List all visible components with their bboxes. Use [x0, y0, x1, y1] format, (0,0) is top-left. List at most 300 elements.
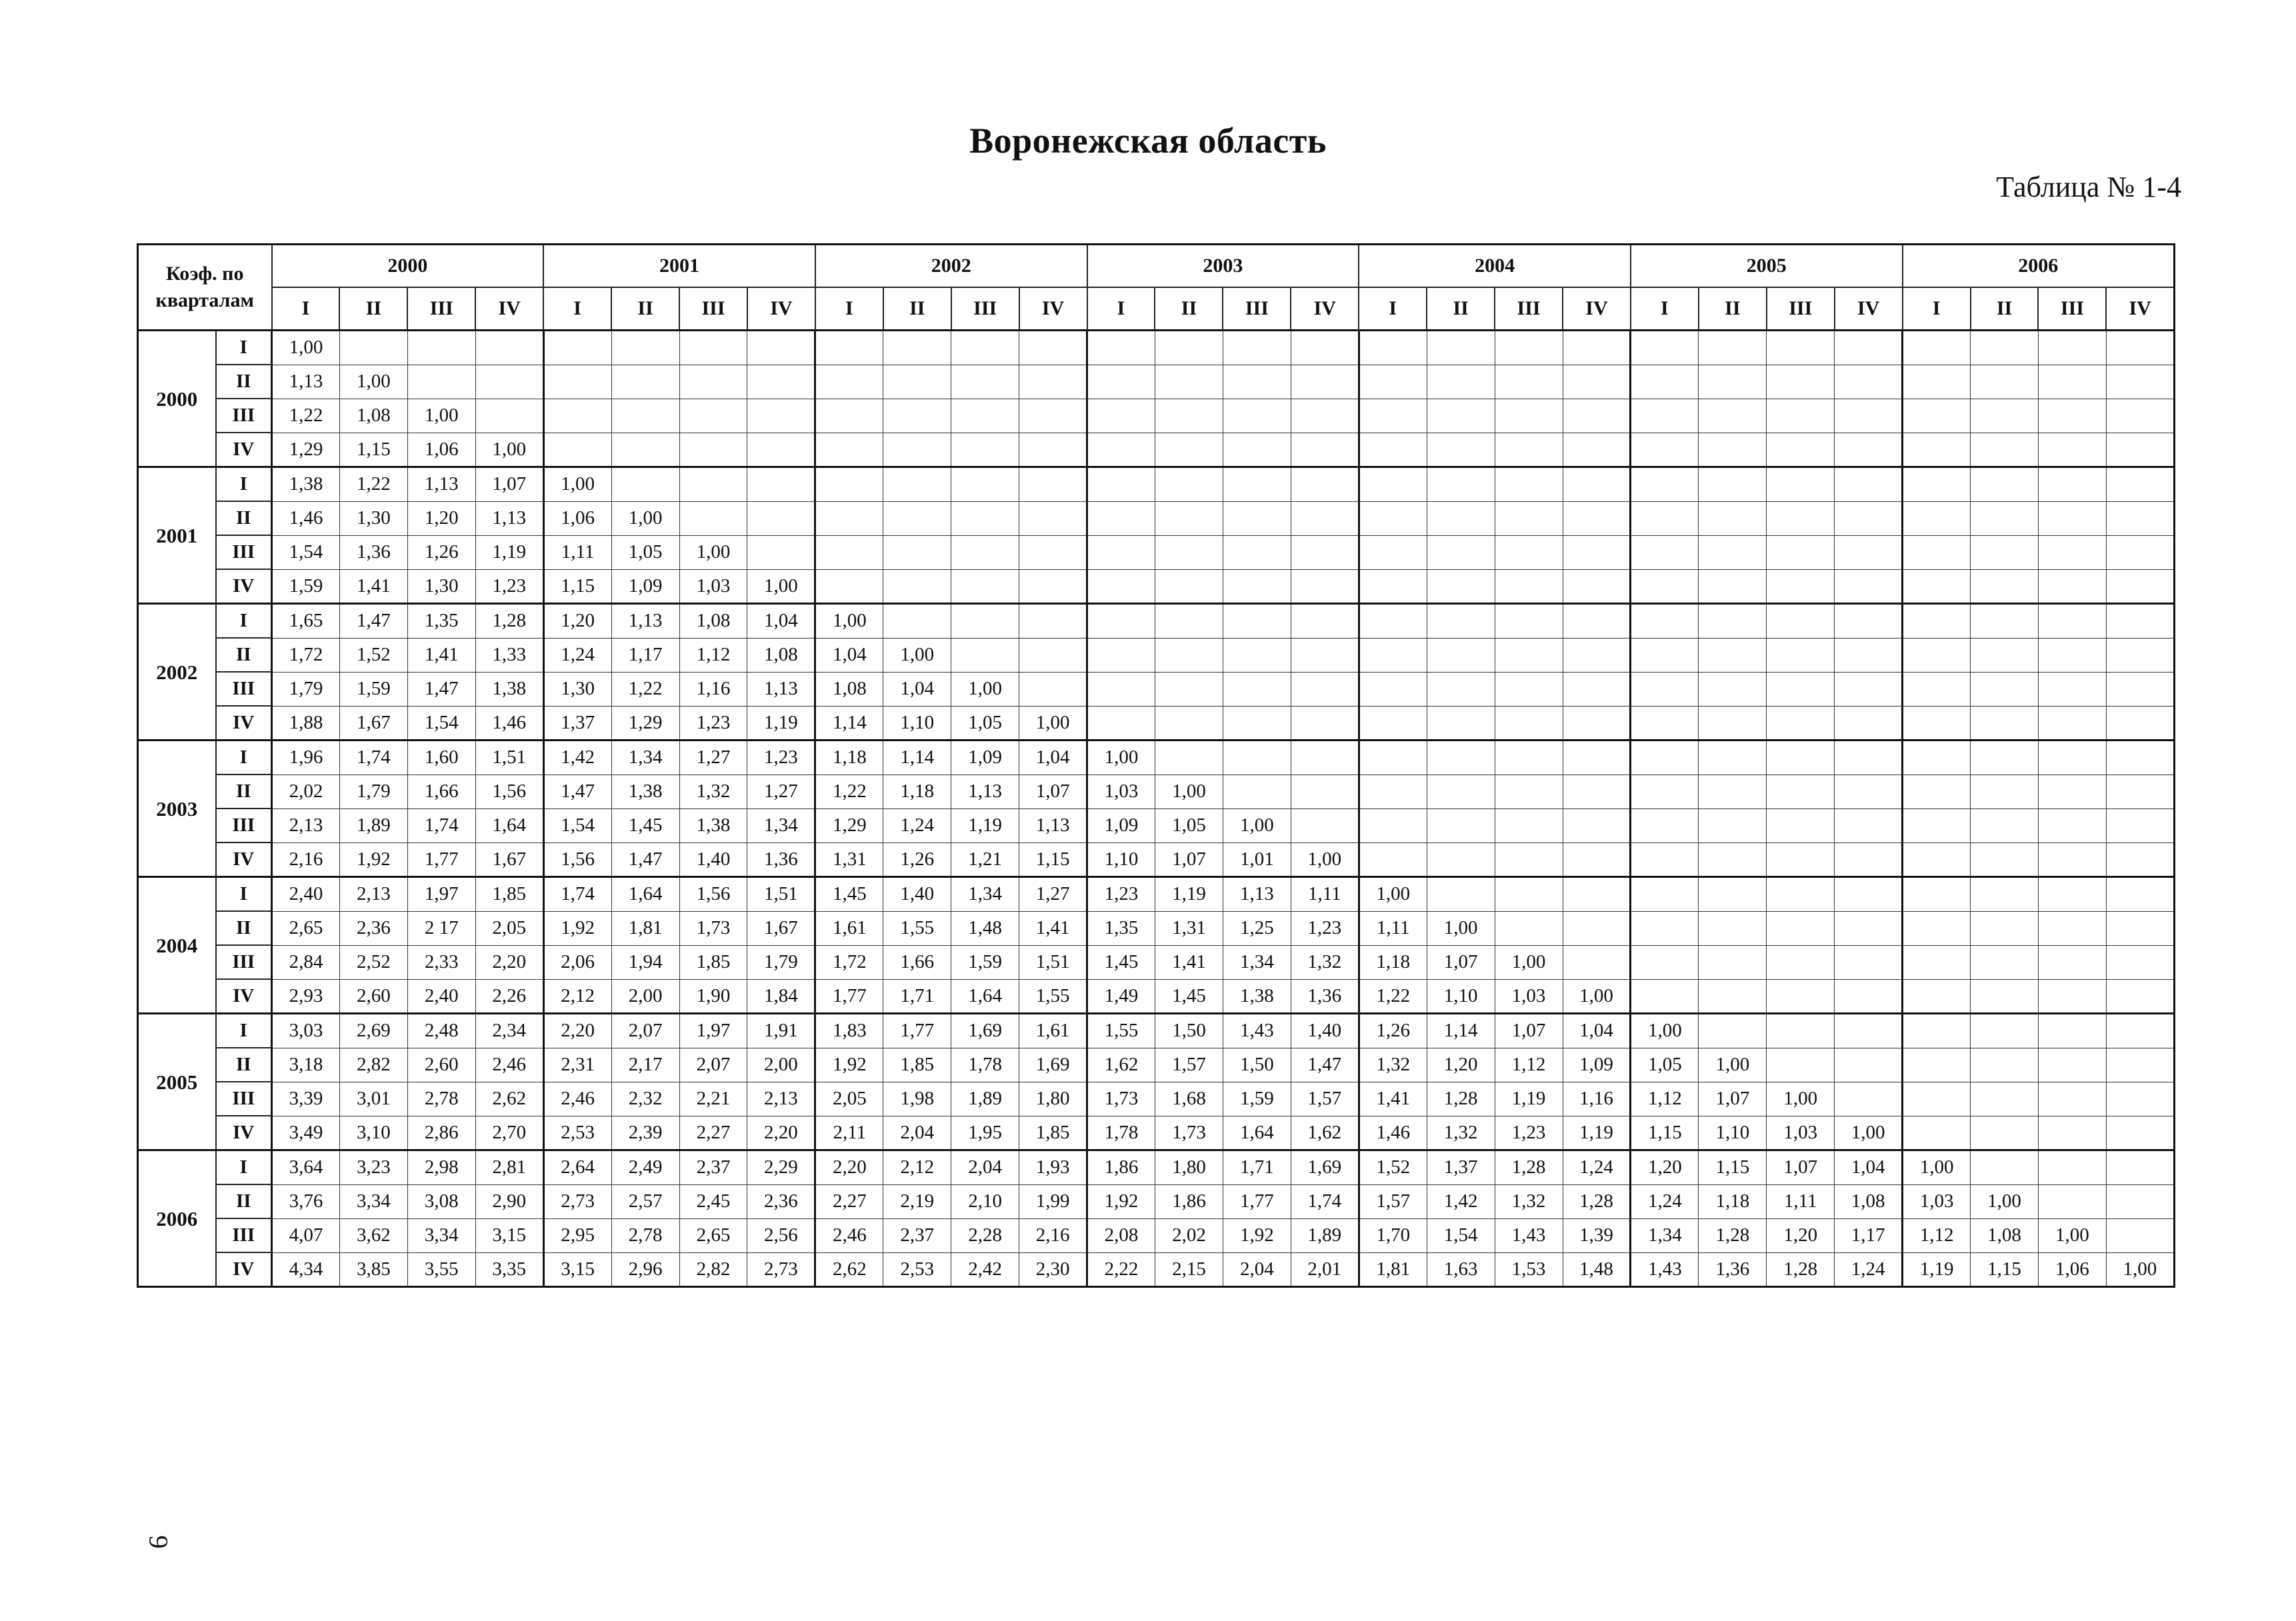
- table-cell: [1563, 604, 1631, 639]
- table-cell: [1087, 399, 1155, 433]
- table-cell: 1,19: [1563, 1116, 1631, 1150]
- table-cell: 3,39: [272, 1082, 340, 1116]
- table-cell: 2,78: [407, 1082, 475, 1116]
- table-row: [138, 672, 2175, 706]
- row-quarter-header: III: [216, 672, 272, 706]
- table-cell: [1699, 877, 1767, 912]
- table-cell: 1,65: [272, 604, 340, 639]
- table-cell: [1631, 569, 1699, 604]
- table-cell: 1,89: [1291, 1218, 1359, 1252]
- table-cell: 3,23: [339, 1150, 407, 1185]
- table-cell: 2,07: [679, 1048, 747, 1082]
- table-cell: 3,01: [339, 1082, 407, 1116]
- table-cell: 1,29: [815, 809, 883, 842]
- table-cell: [1155, 741, 1223, 775]
- table-cell: 1,73: [679, 911, 747, 945]
- table-cell: 1,98: [883, 1082, 951, 1116]
- table-cell: [2106, 945, 2174, 979]
- table-cell: 2,13: [747, 1082, 815, 1116]
- table-cell: 1,37: [1427, 1150, 1495, 1185]
- table-cell: 2,13: [272, 809, 340, 842]
- table-cell: [747, 501, 815, 535]
- table-cell: 1,12: [679, 638, 747, 672]
- table-cell: [2106, 842, 2174, 877]
- table-cell: [1495, 741, 1563, 775]
- table-cell: 2,73: [543, 1184, 611, 1218]
- table-cell: 1,94: [611, 945, 679, 979]
- table-cell: 1,07: [1495, 1014, 1563, 1048]
- table-cell: 1,15: [1631, 1116, 1699, 1150]
- table-cell: 1,59: [1223, 1082, 1291, 1116]
- table-cell: [883, 467, 951, 502]
- table-cell: 1,46: [1359, 1116, 1427, 1150]
- table-cell: [1495, 911, 1563, 945]
- table-cell: [1291, 331, 1359, 365]
- table-cell: [1699, 741, 1767, 775]
- table-cell: 1,00: [883, 638, 951, 672]
- table-cell: 1,56: [543, 842, 611, 877]
- table-cell: 1,43: [1223, 1014, 1291, 1048]
- table-cell: [1087, 706, 1155, 741]
- table-cell: [1291, 741, 1359, 775]
- table-cell: 1,41: [407, 638, 475, 672]
- table-cell: [1835, 1014, 1903, 1048]
- table-cell: [2038, 775, 2106, 809]
- table-cell: 1,43: [1631, 1252, 1699, 1287]
- table-cell: 1,92: [1087, 1184, 1155, 1218]
- table-cell: 1,41: [1019, 911, 1087, 945]
- table-cell: [1971, 433, 2039, 467]
- row-quarter-header: IV: [216, 842, 272, 877]
- table-cell: 1,04: [1019, 741, 1087, 775]
- table-cell: [1087, 569, 1155, 604]
- table-cell: 2,33: [407, 945, 475, 979]
- column-quarter-header: II: [1427, 287, 1495, 331]
- table-cell: 1,38: [272, 467, 340, 502]
- table-cell: [1835, 911, 1903, 945]
- table-cell: 1,13: [475, 501, 543, 535]
- table-cell: 1,54: [1427, 1218, 1495, 1252]
- table-cell: [1563, 467, 1631, 502]
- table-cell: [747, 365, 815, 399]
- table-cell: [1495, 569, 1563, 604]
- table-cell: [1291, 672, 1359, 706]
- table-cell: [1767, 877, 1835, 912]
- table-cell: [1359, 535, 1427, 569]
- table-cell: 1,63: [1427, 1252, 1495, 1287]
- table-cell: [1019, 467, 1087, 502]
- table-cell: 1,72: [272, 638, 340, 672]
- table-cell: 3,76: [272, 1184, 340, 1218]
- table-cell: 1,60: [407, 741, 475, 775]
- table-cell: [1155, 535, 1223, 569]
- table-cell: 1,00: [1971, 1184, 2039, 1218]
- table-cell: 1,19: [747, 706, 815, 741]
- table-cell: [1903, 945, 1971, 979]
- row-year-header: 2001: [138, 467, 216, 604]
- table-cell: [1971, 911, 2039, 945]
- table-cell: [1087, 672, 1155, 706]
- table-cell: [611, 399, 679, 433]
- table-cell: [1631, 467, 1699, 502]
- table-cell: [1359, 501, 1427, 535]
- table-cell: [543, 399, 611, 433]
- table-cell: 1,93: [1019, 1150, 1087, 1185]
- table-cell: [815, 331, 883, 365]
- table-cell: [1631, 365, 1699, 399]
- table-cell: [1631, 741, 1699, 775]
- table-cell: 1,07: [1427, 945, 1495, 979]
- table-cell: [1291, 365, 1359, 399]
- table-cell: 1,19: [951, 809, 1019, 842]
- table-cell: [1699, 775, 1767, 809]
- table-row: [138, 501, 2175, 535]
- table-cell: 1,54: [407, 706, 475, 741]
- table-row: [138, 365, 2175, 399]
- table-cell: [2038, 911, 2106, 945]
- table-cell: [1359, 638, 1427, 672]
- table-cell: [2038, 1048, 2106, 1082]
- table-cell: [2106, 979, 2174, 1014]
- table-cell: 1,27: [1019, 877, 1087, 912]
- table-cell: 1,08: [815, 672, 883, 706]
- table-cell: 4,07: [272, 1218, 340, 1252]
- table-cell: 1,16: [679, 672, 747, 706]
- table-cell: 2,78: [611, 1218, 679, 1252]
- table-cell: 1,77: [407, 842, 475, 877]
- table-cell: 1,23: [1291, 911, 1359, 945]
- table-cell: [1223, 365, 1291, 399]
- table-cell: [2106, 331, 2174, 365]
- table-cell: 1,23: [475, 569, 543, 604]
- table-cell: [1291, 433, 1359, 467]
- table-cell: [2038, 433, 2106, 467]
- row-year-header: 2005: [138, 1014, 216, 1150]
- table-cell: 2,95: [543, 1218, 611, 1252]
- table-cell: 2,20: [747, 1116, 815, 1150]
- table-cell: [1903, 706, 1971, 741]
- table-cell: 1,12: [1495, 1048, 1563, 1082]
- table-cell: [1359, 741, 1427, 775]
- column-quarter-header: IV: [2106, 287, 2174, 331]
- table-cell: 3,08: [407, 1184, 475, 1218]
- table-cell: [883, 535, 951, 569]
- table-cell: 1,29: [611, 706, 679, 741]
- table-cell: 1,83: [815, 1014, 883, 1048]
- table-cell: 2,56: [747, 1218, 815, 1252]
- table-cell: 1,00: [747, 569, 815, 604]
- table-cell: [1631, 638, 1699, 672]
- table-cell: 1,47: [543, 775, 611, 809]
- table-cell: 1,62: [1291, 1116, 1359, 1150]
- table-cell: 1,00: [2038, 1218, 2106, 1252]
- table-cell: [1291, 638, 1359, 672]
- table-cell: 1,91: [747, 1014, 815, 1048]
- column-quarter-header: I: [1087, 287, 1155, 331]
- table-cell: 1,50: [1155, 1014, 1223, 1048]
- table-cell: 1,26: [407, 535, 475, 569]
- table-cell: 2,27: [815, 1184, 883, 1218]
- table-cell: 1,64: [611, 877, 679, 912]
- table-cell: [1563, 638, 1631, 672]
- table-cell: [1495, 433, 1563, 467]
- table-cell: 1,74: [339, 741, 407, 775]
- table-cell: 2,28: [951, 1218, 1019, 1252]
- table-cell: [1699, 331, 1767, 365]
- table-row: [138, 809, 2175, 842]
- table-cell: 2,86: [407, 1116, 475, 1150]
- table-cell: [951, 501, 1019, 535]
- table-cell: 2,40: [407, 979, 475, 1014]
- table-cell: 1,13: [407, 467, 475, 502]
- table-cell: [2106, 1048, 2174, 1082]
- table-cell: 2,02: [272, 775, 340, 809]
- table-cell: 3,55: [407, 1252, 475, 1287]
- table-cell: [1631, 706, 1699, 741]
- table-cell: 1,35: [1087, 911, 1155, 945]
- table-cell: 1,19: [1155, 877, 1223, 912]
- table-cell: [1495, 501, 1563, 535]
- table-cell: 1,66: [407, 775, 475, 809]
- table-cell: [1563, 775, 1631, 809]
- table-cell: [815, 501, 883, 535]
- table-cell: [1767, 1048, 1835, 1082]
- row-quarter-header: I: [216, 877, 272, 912]
- table-cell: [2038, 877, 2106, 912]
- row-quarter-header: III: [216, 1082, 272, 1116]
- table-cell: 2,46: [543, 1082, 611, 1116]
- table-cell: 1,11: [1767, 1184, 1835, 1218]
- table-cell: [1767, 979, 1835, 1014]
- table-cell: [1291, 809, 1359, 842]
- table-cell: [815, 467, 883, 502]
- table-cell: [2106, 467, 2174, 502]
- table-cell: 1,41: [1155, 945, 1223, 979]
- table-cell: [1563, 535, 1631, 569]
- table-cell: 1,20: [407, 501, 475, 535]
- table-cell: [1699, 672, 1767, 706]
- table-cell: [1767, 809, 1835, 842]
- table-cell: 1,42: [543, 741, 611, 775]
- table-cell: 1,00: [1767, 1082, 1835, 1116]
- table-cell: [1427, 706, 1495, 741]
- table-cell: [611, 467, 679, 502]
- table-cell: 2,26: [475, 979, 543, 1014]
- table-cell: [2106, 535, 2174, 569]
- table-cell: 2,04: [951, 1150, 1019, 1185]
- table-cell: [1903, 842, 1971, 877]
- table-cell: [1087, 365, 1155, 399]
- table-cell: [1563, 501, 1631, 535]
- table-cell: 1,57: [1155, 1048, 1223, 1082]
- table-cell: 1,03: [1495, 979, 1563, 1014]
- table-cell: 1,72: [815, 945, 883, 979]
- table-cell: [611, 331, 679, 365]
- table-cell: 1,38: [679, 809, 747, 842]
- table-cell: [1699, 365, 1767, 399]
- table-cell: [1427, 775, 1495, 809]
- table-cell: 1,42: [1427, 1184, 1495, 1218]
- table-cell: 1,74: [543, 877, 611, 912]
- table-cell: 1,38: [475, 672, 543, 706]
- table-cell: [1767, 569, 1835, 604]
- table-cell: [1427, 877, 1495, 912]
- row-quarter-header: IV: [216, 1252, 272, 1287]
- table-cell: 2,81: [475, 1150, 543, 1185]
- table-cell: [1631, 604, 1699, 639]
- table-cell: 1,07: [1699, 1082, 1767, 1116]
- table-cell: 1,00: [475, 433, 543, 467]
- row-quarter-header: IV: [216, 979, 272, 1014]
- table-cell: 1,25: [1223, 911, 1291, 945]
- table-cell: 2,65: [272, 911, 340, 945]
- table-cell: [1835, 672, 1903, 706]
- table-cell: [1971, 638, 2039, 672]
- column-quarter-header: II: [1971, 287, 2039, 331]
- table-cell: [1019, 433, 1087, 467]
- table-cell: 2,16: [272, 842, 340, 877]
- row-quarter-header: I: [216, 741, 272, 775]
- table-cell: [1903, 911, 1971, 945]
- table-cell: 2,82: [339, 1048, 407, 1082]
- table-cell: [1563, 433, 1631, 467]
- table-cell: [1155, 365, 1223, 399]
- table-cell: [1971, 535, 2039, 569]
- table-cell: 1,19: [1903, 1252, 1971, 1287]
- table-cell: 1,05: [611, 535, 679, 569]
- table-cell: 1,28: [1427, 1082, 1495, 1116]
- row-quarter-header: I: [216, 467, 272, 502]
- table-cell: [1835, 809, 1903, 842]
- table-cell: 1,59: [951, 945, 1019, 979]
- table-cell: 1,00: [679, 535, 747, 569]
- table-cell: 1,48: [1563, 1252, 1631, 1287]
- table-cell: 2,84: [272, 945, 340, 979]
- table-cell: 1,54: [543, 809, 611, 842]
- table-cell: [1767, 775, 1835, 809]
- table-cell: 1,07: [1767, 1150, 1835, 1185]
- table-row: [138, 1150, 2175, 1185]
- table-cell: [1019, 399, 1087, 433]
- table-cell: [1767, 741, 1835, 775]
- table-cell: 1,05: [951, 706, 1019, 741]
- table-cell: 1,69: [1019, 1048, 1087, 1082]
- table-cell: [1223, 331, 1291, 365]
- table-cell: [2038, 809, 2106, 842]
- table-cell: [2038, 467, 2106, 502]
- row-quarter-header: III: [216, 535, 272, 569]
- table-cell: 1,00: [272, 331, 340, 365]
- table-cell: 2,40: [272, 877, 340, 912]
- table-cell: 1,79: [747, 945, 815, 979]
- table-cell: 2,21: [679, 1082, 747, 1116]
- table-cell: [1835, 501, 1903, 535]
- table-cell: 1,69: [1291, 1150, 1359, 1185]
- table-cell: [1903, 535, 1971, 569]
- table-cell: 2,62: [475, 1082, 543, 1116]
- table-cell: [1019, 535, 1087, 569]
- table-cell: [815, 433, 883, 467]
- table-cell: [1223, 399, 1291, 433]
- column-quarter-header: IV: [747, 287, 815, 331]
- table-cell: 1,34: [747, 809, 815, 842]
- table-cell: 2,53: [543, 1116, 611, 1150]
- table-cell: [543, 433, 611, 467]
- table-row: [138, 1184, 2175, 1218]
- column-quarter-header: III: [1495, 287, 1563, 331]
- table-cell: [2038, 945, 2106, 979]
- table-cell: [1699, 809, 1767, 842]
- table-cell: [1291, 604, 1359, 639]
- table-cell: 2,34: [475, 1014, 543, 1048]
- table-cell: 1,43: [1495, 1218, 1563, 1252]
- table-cell: 1,36: [747, 842, 815, 877]
- table-cell: 1,04: [747, 604, 815, 639]
- table-cell: 1,05: [1631, 1048, 1699, 1082]
- table-cell: 1,06: [407, 433, 475, 467]
- table-cell: [1631, 945, 1699, 979]
- table-cell: [1495, 467, 1563, 502]
- table-cell: 2,49: [611, 1150, 679, 1185]
- table-cell: [543, 365, 611, 399]
- table-cell: 1,11: [1291, 877, 1359, 912]
- table-cell: 1,49: [1087, 979, 1155, 1014]
- table-cell: 1,00: [1699, 1048, 1767, 1082]
- table-cell: 1,13: [747, 672, 815, 706]
- table-cell: [407, 331, 475, 365]
- table-cell: [1359, 365, 1427, 399]
- table-cell: [2106, 672, 2174, 706]
- table-cell: [1495, 535, 1563, 569]
- table-cell: 1,22: [339, 467, 407, 502]
- table-cell: [1495, 365, 1563, 399]
- table-cell: 1,24: [1631, 1184, 1699, 1218]
- table-cell: 1,78: [951, 1048, 1019, 1082]
- table-cell: [1359, 604, 1427, 639]
- table-cell: 2,82: [679, 1252, 747, 1287]
- table-cell: 1,78: [1087, 1116, 1155, 1150]
- table-cell: [747, 433, 815, 467]
- table-cell: [679, 501, 747, 535]
- table-cell: [2106, 1014, 2174, 1048]
- table-cell: 1,62: [1087, 1048, 1155, 1082]
- table-cell: [1427, 638, 1495, 672]
- table-cell: [1631, 842, 1699, 877]
- table-cell: 1,85: [883, 1048, 951, 1082]
- table-cell: [679, 433, 747, 467]
- table-cell: [1971, 809, 2039, 842]
- table-cell: [2038, 1082, 2106, 1116]
- table-cell: 1,00: [1291, 842, 1359, 877]
- table-cell: [1291, 775, 1359, 809]
- table-cell: [1903, 433, 1971, 467]
- table-cell: [1971, 501, 2039, 535]
- row-year-header: 2000: [138, 331, 216, 467]
- table-cell: [951, 604, 1019, 639]
- table-cell: 1,00: [1835, 1116, 1903, 1150]
- table-cell: [1835, 535, 1903, 569]
- table-cell: 2,04: [1223, 1252, 1291, 1287]
- table-cell: 1,74: [407, 809, 475, 842]
- table-cell: 1,55: [1019, 979, 1087, 1014]
- table-row: [138, 979, 2175, 1014]
- table-cell: 1,47: [611, 842, 679, 877]
- table-cell: 1,30: [339, 501, 407, 535]
- table-cell: [1223, 672, 1291, 706]
- table-cell: [2038, 1014, 2106, 1048]
- table-cell: 2,16: [1019, 1218, 1087, 1252]
- table-cell: [1767, 1014, 1835, 1048]
